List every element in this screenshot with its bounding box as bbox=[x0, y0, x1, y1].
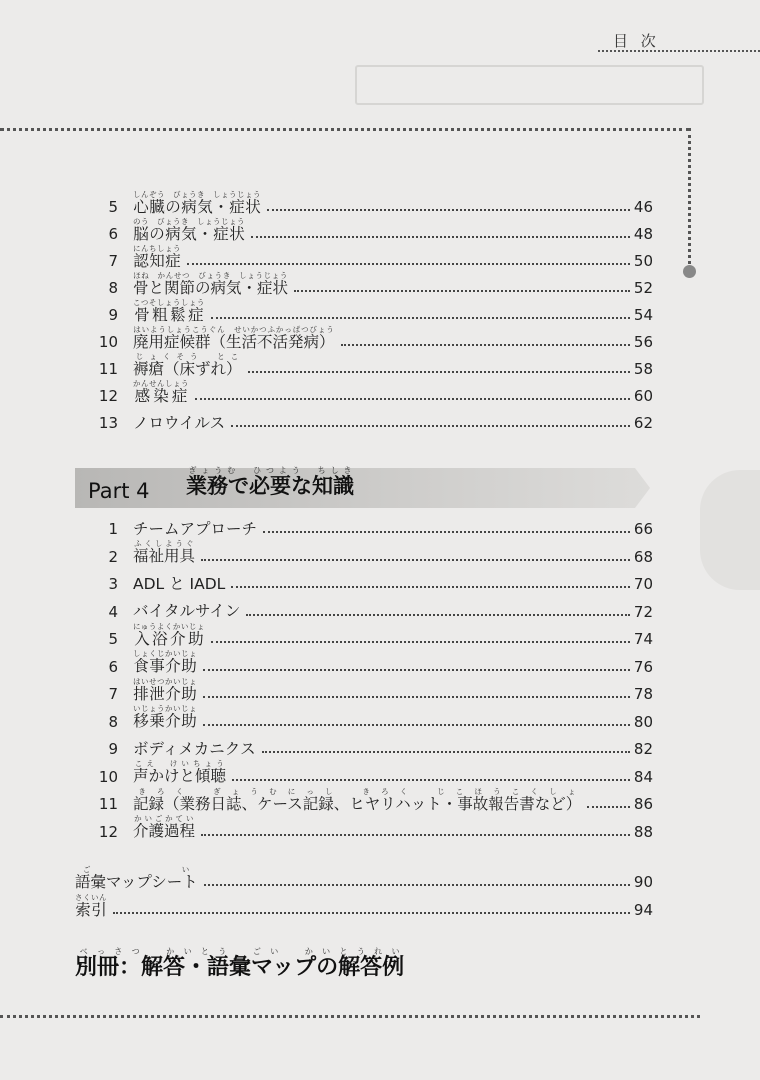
toc-entry-ruby: しょくじかいじょ bbox=[133, 649, 197, 658]
toc-entry[interactable] bbox=[88, 379, 653, 406]
toc-entry[interactable] bbox=[88, 352, 653, 379]
toc-dot-leader bbox=[201, 559, 630, 561]
toc-entry[interactable] bbox=[88, 217, 653, 244]
toc-page-number: 70 bbox=[633, 575, 653, 593]
toc-dot-leader bbox=[203, 696, 630, 698]
toc-entry[interactable] bbox=[88, 595, 653, 622]
toc-entry-title: 骨と関節の病気・症状ほね かんせつ びょうき しょうじょう bbox=[133, 270, 289, 297]
marker-dot-icon bbox=[683, 265, 696, 278]
toc-entry-number: 8 bbox=[108, 279, 118, 297]
toc-page-number: 84 bbox=[633, 767, 653, 786]
toc-entry-ruby: かんせんしょう bbox=[133, 378, 189, 388]
toc-entry-title: 褥瘡（床ずれ）じょくそう とこ bbox=[133, 351, 242, 378]
toc-dot-leader bbox=[231, 425, 630, 427]
toc-page-number: 74 bbox=[633, 630, 653, 648]
toc-entry-ruby: のう びょうき しょうじょう bbox=[133, 216, 245, 226]
toc-entry[interactable] bbox=[88, 650, 653, 677]
toc-page-number: 56 bbox=[633, 333, 653, 351]
toc-entry-ruby: しんぞう びょうき しょうじょう bbox=[133, 189, 261, 199]
toc-entry-number: 12 bbox=[98, 387, 118, 405]
toc-entry-ruby: こつそしょうしょう bbox=[133, 297, 205, 307]
toc-entry[interactable] bbox=[88, 190, 653, 217]
toc-dot-leader bbox=[201, 834, 630, 836]
toc-entry[interactable] bbox=[88, 512, 653, 539]
toc-entry-title: 福祉用具ふくしようぐ bbox=[133, 539, 196, 565]
toc-entry-title: 廃用症候群（生活不活発病）はいようしょうこうぐん せいかつふかっぱつびょう bbox=[133, 324, 335, 351]
background-ghost-box bbox=[355, 65, 704, 105]
toc-entry-number: 13 bbox=[98, 414, 118, 432]
toc-entry-ruby: じょくそう とこ bbox=[133, 351, 242, 361]
toc-entry-ruby: きろく ぎょうむにっし きろく じこほうこくしょ bbox=[133, 786, 582, 796]
toc-entry-number: 10 bbox=[98, 333, 118, 351]
toc-entry-title: 索引さくいん bbox=[75, 892, 107, 919]
toc-page-number: 62 bbox=[633, 414, 653, 432]
toc-entry[interactable] bbox=[88, 540, 653, 567]
toc-page-number: 58 bbox=[633, 360, 653, 378]
toc-entry[interactable] bbox=[88, 406, 653, 433]
toc-dot-leader bbox=[203, 669, 630, 671]
toc-entry-title: 脳の病気・症状のう びょうき しょうじょう bbox=[133, 216, 245, 243]
toc-entry[interactable] bbox=[88, 732, 653, 759]
toc-page-number: 66 bbox=[633, 520, 653, 538]
toc-entry-title: ノロウイルス bbox=[133, 413, 226, 432]
toc-page-number: 80 bbox=[633, 712, 653, 731]
toc-entry-ruby: はいせつかいじょ bbox=[133, 676, 197, 686]
toc-dot-leader bbox=[204, 884, 630, 886]
toc-entry-title: 心臓の病気・症状しんぞう びょうき しょうじょう bbox=[133, 189, 261, 216]
toc-page-number: 90 bbox=[633, 873, 653, 891]
toc-page-number: 82 bbox=[633, 740, 653, 758]
toc-page-number: 76 bbox=[633, 657, 653, 676]
toc-entry-title: 語彙マップシートごい bbox=[75, 864, 198, 891]
toc-entry-ruby: にんちしょう bbox=[133, 243, 181, 253]
toc-entry-number: 4 bbox=[108, 602, 118, 621]
toc-dot-leader bbox=[232, 779, 630, 781]
toc-dot-leader bbox=[246, 614, 629, 616]
toc-entry-title: バイタルサイン bbox=[133, 602, 241, 620]
toc-entry-ruby: ごい bbox=[75, 864, 198, 874]
toc-entry-title: 感染症かんせんしょう bbox=[133, 378, 189, 405]
toc-dot-leader bbox=[187, 263, 630, 265]
toc-entry-number: 2 bbox=[108, 547, 118, 566]
toc-entry[interactable] bbox=[88, 622, 653, 649]
toc-page-number: 50 bbox=[633, 252, 653, 270]
toc-entry-number: 1 bbox=[108, 520, 118, 538]
toc-dot-leader bbox=[203, 724, 630, 726]
toc-entry-title: 骨粗鬆症こつそしょうしょう bbox=[133, 297, 205, 324]
toc-dot-leader bbox=[263, 531, 630, 533]
toc-entry[interactable] bbox=[88, 325, 653, 352]
toc-entry-number: 8 bbox=[108, 712, 118, 731]
part4-title: 業務で必要な知識ぎょうむ ひつよう ちしき bbox=[186, 466, 354, 498]
background-ghost-tab bbox=[700, 470, 760, 590]
toc-entry-number: 11 bbox=[98, 795, 118, 813]
toc-entry-title: ADL と IADL bbox=[133, 574, 226, 593]
bessatsu-heading: 別冊：解答・語彙マップの解答例べっさつ かいとう ごい かいとうれい bbox=[75, 947, 405, 980]
toc-dot-leader bbox=[211, 317, 630, 319]
toc-entry-number: 5 bbox=[108, 630, 118, 648]
toc-dot-leader bbox=[262, 751, 630, 753]
toc-entry-number: 12 bbox=[98, 822, 118, 841]
toc-dot-leader bbox=[251, 236, 630, 238]
toc-entry-title: 排泄介助はいせつかいじょ bbox=[133, 676, 197, 703]
toc-entry-ruby: さくいん bbox=[75, 892, 107, 902]
toc-dot-leader bbox=[248, 371, 630, 373]
toc-page-number: 88 bbox=[633, 822, 653, 841]
toc-entry[interactable] bbox=[88, 705, 653, 732]
toc-entry-number: 6 bbox=[108, 657, 118, 676]
toc-page-number: 60 bbox=[633, 387, 653, 405]
header-label: 目 次 bbox=[613, 32, 660, 50]
toc-dot-leader bbox=[267, 209, 630, 211]
toc-entry-title: チームアプローチ bbox=[133, 519, 258, 538]
toc-dot-leader bbox=[587, 806, 630, 808]
toc-entry-ruby: はいようしょうこうぐん せいかつふかっぱつびょう bbox=[133, 324, 335, 334]
toc-dot-leader bbox=[211, 641, 630, 643]
toc-entry[interactable] bbox=[88, 815, 653, 842]
toc-entry[interactable] bbox=[88, 677, 653, 704]
toc-entry-ruby: にゅうよくかいじょ bbox=[133, 621, 205, 631]
toc-entry-title: 記録（業務日誌、ケース記録、ヒヤリハット・事故報告書など）きろく ぎょうむにっし きろく じこほうこくしょ bbox=[133, 786, 582, 813]
toc-entry-number: 10 bbox=[98, 767, 118, 786]
toc-entry-number: 5 bbox=[108, 198, 118, 216]
toc-entry[interactable] bbox=[88, 760, 653, 787]
toc-entry-number: 11 bbox=[98, 360, 118, 378]
toc-page-number: 86 bbox=[633, 795, 653, 813]
toc-entry[interactable] bbox=[75, 865, 653, 892]
part4-label: Part 4 bbox=[88, 479, 150, 503]
toc-dot-leader bbox=[195, 398, 630, 400]
toc-page-number: 52 bbox=[633, 279, 653, 297]
top-dotted-rule bbox=[0, 128, 690, 131]
toc-page-number: 68 bbox=[633, 547, 653, 566]
toc-entry[interactable] bbox=[88, 271, 653, 298]
toc-page-number: 72 bbox=[633, 602, 653, 621]
toc-entry[interactable] bbox=[75, 893, 653, 920]
toc-entry-title: 認知症にんちしょう bbox=[133, 243, 181, 270]
header-dotted-rule bbox=[598, 50, 760, 52]
toc-entry[interactable] bbox=[88, 567, 653, 594]
toc-page-number: 54 bbox=[633, 306, 653, 324]
toc-entry-ruby: ふくしようぐ bbox=[133, 539, 195, 548]
toc-page-number: 94 bbox=[633, 901, 653, 919]
toc-entry-ruby: いじょうかいじょ bbox=[133, 704, 197, 713]
toc-dot-leader bbox=[113, 912, 630, 914]
toc-page-number: 46 bbox=[633, 198, 653, 216]
toc-entry[interactable] bbox=[88, 298, 653, 325]
toc-entry-title: 移乗介助いじょうかいじょ bbox=[133, 704, 197, 730]
toc-page-number: 78 bbox=[633, 685, 653, 703]
toc-entry-title: 介護過程かいごかてい bbox=[133, 814, 196, 840]
toc-entry-number: 9 bbox=[108, 740, 118, 758]
toc-entry-ruby: かいごかてい bbox=[133, 814, 195, 823]
toc-dot-leader bbox=[294, 290, 630, 292]
toc-entry-number: 7 bbox=[108, 252, 118, 270]
part4-banner bbox=[75, 468, 650, 508]
toc-entry[interactable] bbox=[88, 787, 653, 814]
toc-entry-title: 入浴介助にゅうよくかいじょ bbox=[133, 621, 205, 648]
toc-dot-leader bbox=[231, 586, 630, 588]
toc-entry-title: 食事介助しょくじかいじょ bbox=[133, 649, 197, 675]
toc-entry-number: 9 bbox=[108, 306, 118, 324]
toc-entry-ruby: ほね かんせつ びょうき しょうじょう bbox=[133, 270, 289, 280]
toc-entry-title: 声かけと傾聴こえ けいちょう bbox=[133, 759, 227, 785]
bottom-dotted-rule bbox=[0, 1015, 700, 1018]
toc-page-number: 48 bbox=[633, 225, 653, 243]
toc-entry-number: 3 bbox=[108, 575, 118, 593]
toc-entry[interactable] bbox=[88, 244, 653, 271]
toc-dot-leader bbox=[341, 344, 630, 346]
right-dotted-rule bbox=[688, 128, 691, 270]
toc-entry-ruby: こえ けいちょう bbox=[133, 759, 227, 768]
toc-entry-number: 7 bbox=[108, 685, 118, 703]
toc-entry-title: ボディメカニクス bbox=[133, 739, 256, 758]
toc-entry-number: 6 bbox=[108, 225, 118, 243]
